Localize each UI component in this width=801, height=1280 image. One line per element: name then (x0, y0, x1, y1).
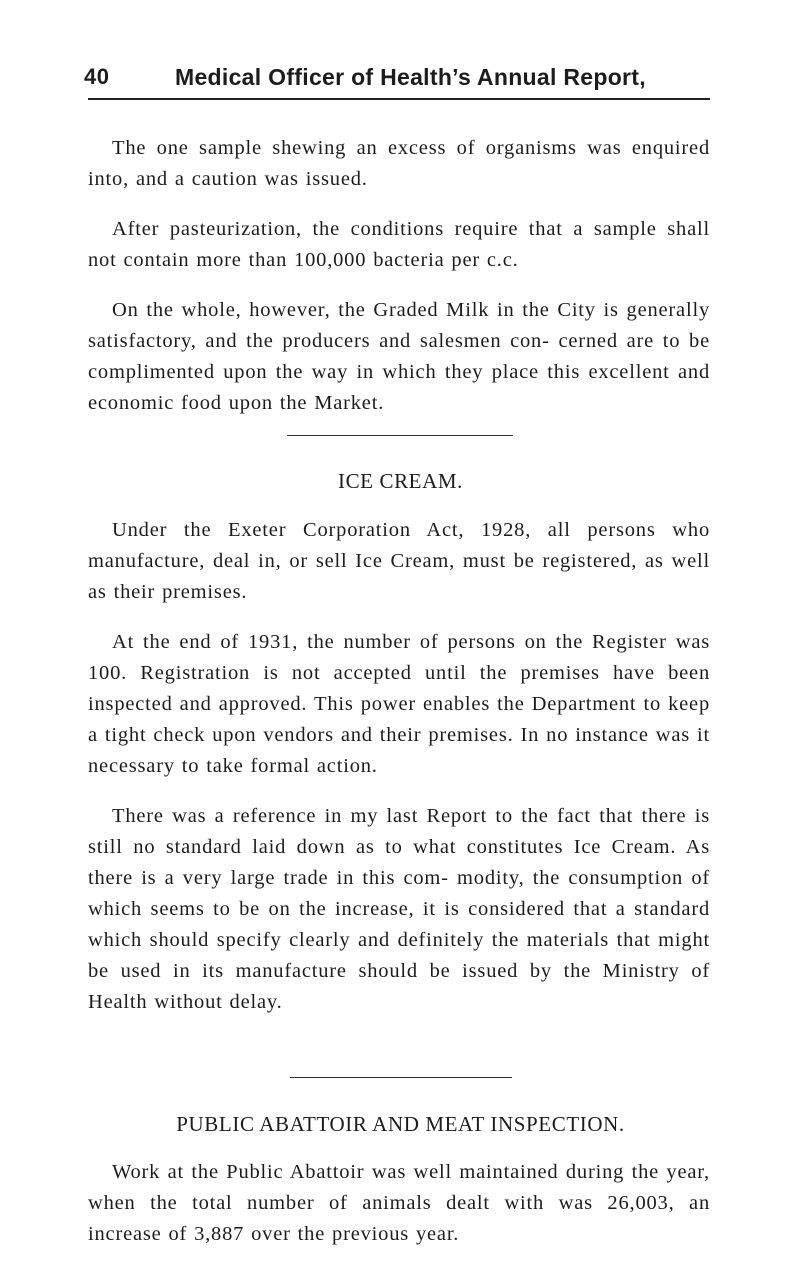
paragraph: At the end of 1931, the number of persons on the Register was 100. Registration is not accepted until the premises have been inspected and approved. This power enables the Department to keep a tight check upon vendors and their premises. In no instance was it necessary to take formal action. (88, 631, 710, 777)
section-divider (290, 1077, 512, 1078)
paragraph: On the whole, however, the Graded Milk in the City is generally satisfactory, and the producers and salesmen con- cerned are to be complimented upon the way in which they place this excellent and economic food upon the Market. (88, 299, 710, 414)
paragraph: After pasteurization, the conditions require that a sample shall not contain more than 100,000 bacteria per c.c. (88, 218, 710, 271)
ice-cream-text-block (88, 515, 710, 1018)
paragraph: There was a reference in my last Report to the fact that there is still no standard laid down as to what constitutes Ice Cream. As there is a very large trade in this com- modity, the consumption of which seems to be on the increase, it is considered that a standard which should specify clearly and definitely the materials that might be used in its manufacture should be issued by the Ministry of Health without delay. (88, 805, 710, 1013)
running-title: Medical Officer of Health’s Annual Report, (175, 64, 646, 90)
page-header (0, 64, 801, 98)
section-divider (287, 435, 513, 436)
paragraph: The one sample shewing an excess of organisms was enquired into, and a caution was issued. (88, 137, 710, 190)
page-number: 40 (84, 64, 110, 89)
section-heading-ice-cream: ICE CREAM. (337, 469, 463, 493)
intro-text-block (88, 133, 710, 419)
section-heading-abattoir: PUBLIC ABATTOIR AND MEAT INSPECTION. (176, 1112, 625, 1136)
paragraph: Under the Exeter Corporation Act, 1928, all persons who manufacture, deal in, or sell Ice Cream, must be registered, as well as their premises. (88, 519, 710, 603)
abattoir-text-block (88, 1157, 710, 1250)
header-rule (88, 98, 710, 100)
paragraph: Work at the Public Abattoir was well maintained during the year, when the total number of animals dealt with was 26,003, an increase of 3,887 over the previous year. (88, 1161, 710, 1245)
